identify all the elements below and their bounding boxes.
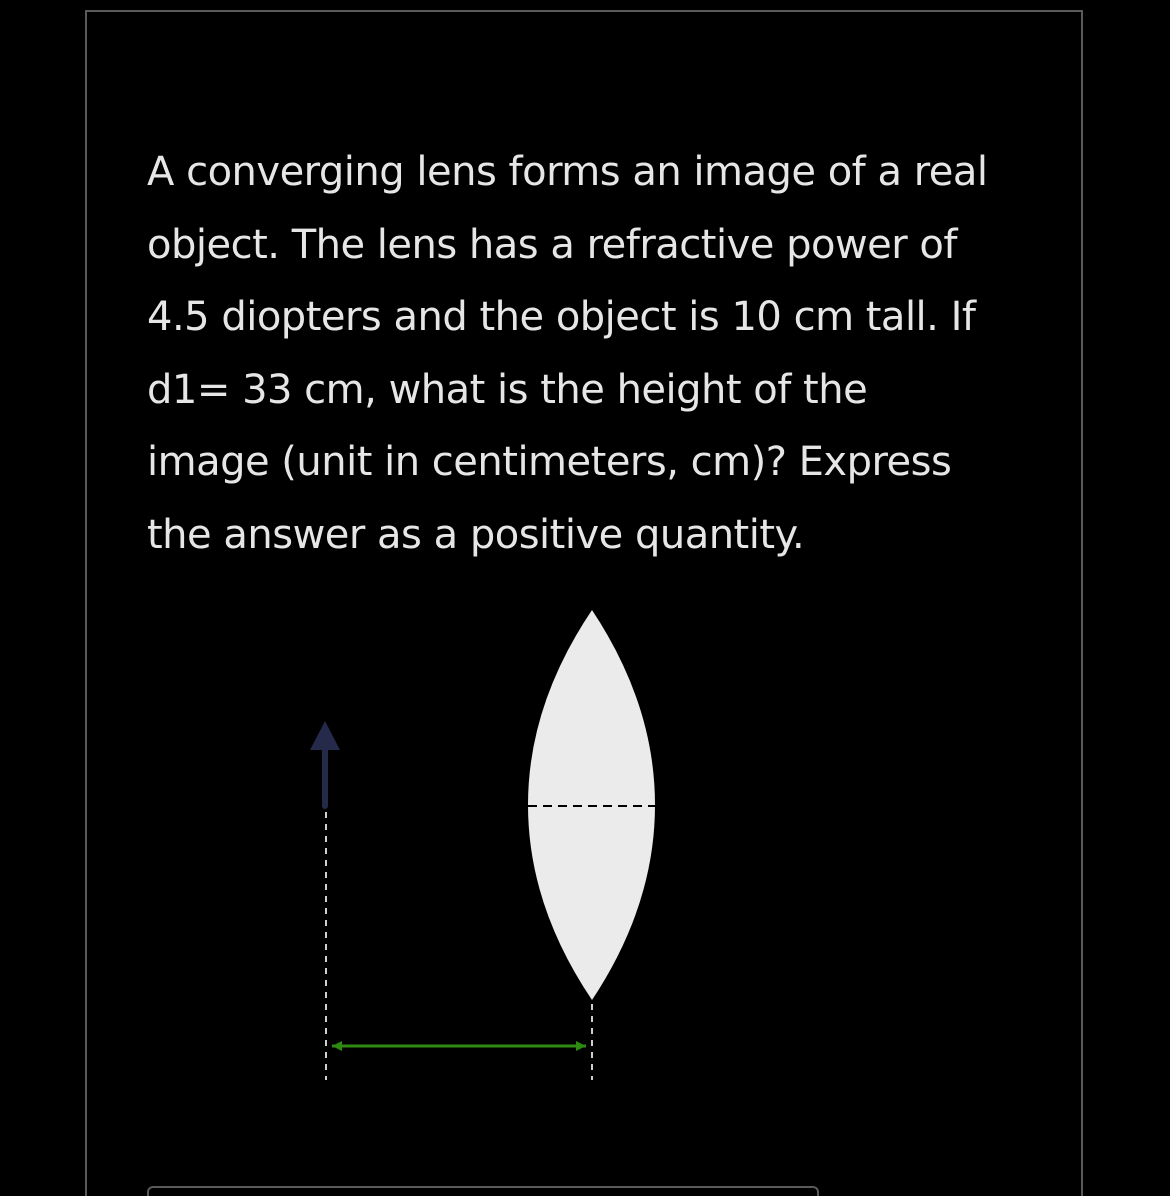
question-line: 4.5 diopters and the object is 10 cm tall. If	[147, 294, 976, 340]
question-line: object. The lens has a refractive power of	[147, 221, 957, 268]
question-line: the answer as a positive quantity.	[147, 511, 805, 558]
object-arrow-head	[310, 721, 340, 750]
question-line: image (unit in centimeters, cm)? Express	[147, 439, 952, 485]
answer-input[interactable]	[147, 1186, 819, 1196]
question-line: d1= 33 cm, what is the height of the	[147, 366, 868, 413]
question-line: A converging lens forms an image of a real	[147, 149, 988, 195]
